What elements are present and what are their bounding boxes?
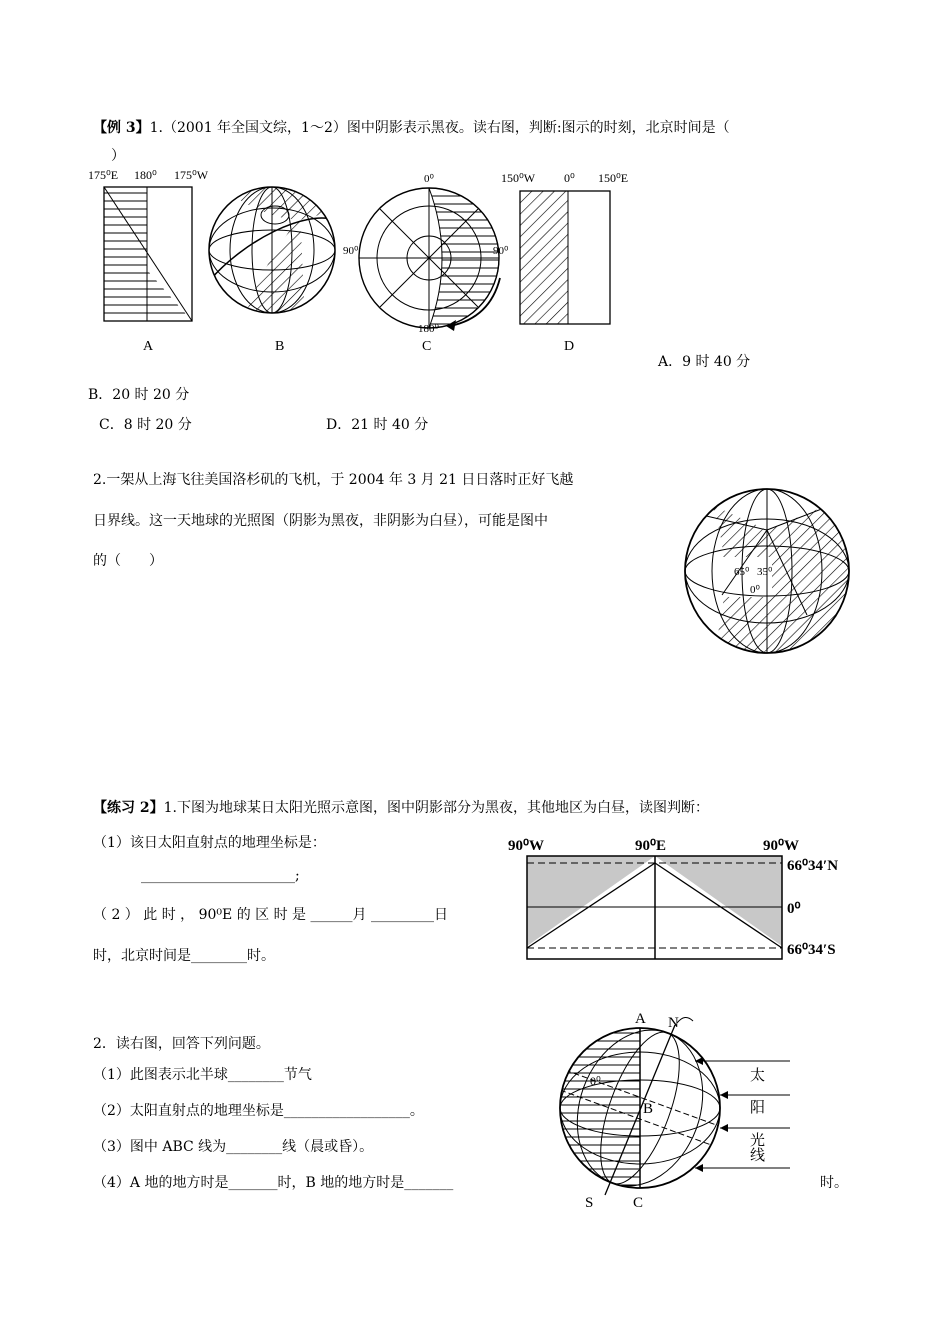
globe-figure-q2: [682, 485, 857, 660]
q1-close-paren: ）: [111, 148, 125, 164]
globe3-label-n: N: [668, 1015, 679, 1031]
globe3-label-a: A: [635, 1011, 646, 1027]
practice-q2-part1: （1）此图表示北半球________节气: [93, 1067, 312, 1083]
fig-a-label-175w: 175⁰W: [174, 168, 209, 182]
fig-c-top: 0⁰: [424, 173, 434, 185]
sun-label-1: 太: [750, 1068, 766, 1084]
fig-c-right: 90⁰: [493, 245, 509, 257]
globe-figure-practice: [545, 1005, 805, 1215]
practice-q1-text: 1.下图为地球某日太阳光照示意图，图中阴影部分为黑夜，其他地区为白昼，读图判断：: [163, 800, 709, 816]
map-label-90w-left: 90⁰W: [508, 838, 545, 854]
practice-q2-part4: （4）A 地的地方时是_______时，B 地的地方时是_______: [93, 1175, 454, 1191]
fig-d-label-0: 0⁰: [564, 171, 575, 185]
map-label-66s: 66⁰34′S: [787, 942, 836, 958]
globe3-label-c: C: [633, 1195, 644, 1211]
option-b: B．20 时 20 分: [88, 387, 190, 403]
option-d: D．21 时 40 分: [326, 417, 429, 433]
globe3-label-b: B: [643, 1101, 654, 1117]
map-label-equator: 0⁰: [787, 901, 801, 917]
practice-q1-part1: （1）该日太阳直射点的地理坐标是：: [93, 835, 326, 851]
sun-label-4: 线: [750, 1148, 766, 1164]
example3-tag: 【例 3】: [93, 120, 150, 136]
q2-line3: 的（ ）: [93, 553, 163, 569]
q1-text: 1.（2001 年全国文综，1～2）图中阴影表示黑夜。读右图，判断:图示的时刻，北京时间是（: [149, 120, 730, 136]
practice2-tag: 【练习 2】: [93, 800, 164, 816]
sun-label-3: 光: [750, 1133, 766, 1149]
practice2-question1: [93, 797, 709, 817]
map-label-90w-right: 90⁰W: [763, 838, 800, 854]
fig-c-letter: C: [422, 339, 432, 354]
option-a: A．9 时 40 分: [658, 354, 751, 370]
fig-a-letter: A: [143, 339, 154, 354]
option-c: C．8 时 20 分: [99, 417, 192, 433]
figure-b: [205, 180, 345, 355]
fig-d-label-150w: 150⁰W: [501, 171, 536, 185]
fig-b-letter: B: [275, 339, 285, 354]
figure-d: [498, 168, 643, 358]
globe3-label-zero: 0⁰: [590, 1074, 601, 1088]
practice-q2-intro: 2．读右图，回答下列问题。: [93, 1036, 270, 1052]
q2-line2: 日界线。这一天地球的光照图（阴影为黑夜，非阴影为白昼），可能是图中: [93, 513, 548, 529]
globe3-label-s: S: [585, 1195, 594, 1211]
globe2-label-35: 35⁰: [757, 566, 773, 578]
fig-a-label-180: 180⁰: [134, 168, 157, 182]
fig-c-bottom: 180⁰: [418, 323, 439, 335]
practice-q2-part4-end: 时。: [820, 1175, 848, 1191]
fig-d-label-150e: 150⁰E: [598, 171, 629, 185]
practice-q2-part2: （2）太阳直射点的地理坐标是__________________。: [93, 1103, 424, 1119]
sunlight-map: [505, 830, 870, 965]
globe2-label-0: 0⁰: [750, 584, 760, 596]
q2-line1: 2.一架从上海飞往美国洛杉矶的飞机，于 2004 年 3 月 21 日日落时正好飞越: [93, 472, 574, 488]
figure-c: [340, 168, 510, 358]
sun-label-2: 阳: [750, 1100, 766, 1116]
fig-c-left: 90⁰: [343, 245, 359, 257]
practice-q1-part2-line1: （ 2 ） 此 时 ， 90⁰E 的 区 时 是 ______月 _________日: [93, 907, 448, 923]
figure-a: [88, 165, 218, 360]
map-label-90e: 90⁰E: [635, 838, 667, 854]
globe2-label-65: 65⁰: [734, 566, 750, 578]
fig-a-label-175e: 175⁰E: [88, 168, 119, 182]
fig-d-letter: D: [564, 339, 575, 354]
practice-q1-part1-blank: ______________________;: [141, 868, 300, 884]
map-label-66n: 66⁰34′N: [787, 858, 839, 874]
practice-q1-part2-line2: 时，北京时间是________时。: [93, 948, 275, 964]
practice-q2-part3: （3）图中 ABC 线为________线（晨或昏）。: [93, 1139, 374, 1155]
example3-question1: [93, 117, 730, 137]
